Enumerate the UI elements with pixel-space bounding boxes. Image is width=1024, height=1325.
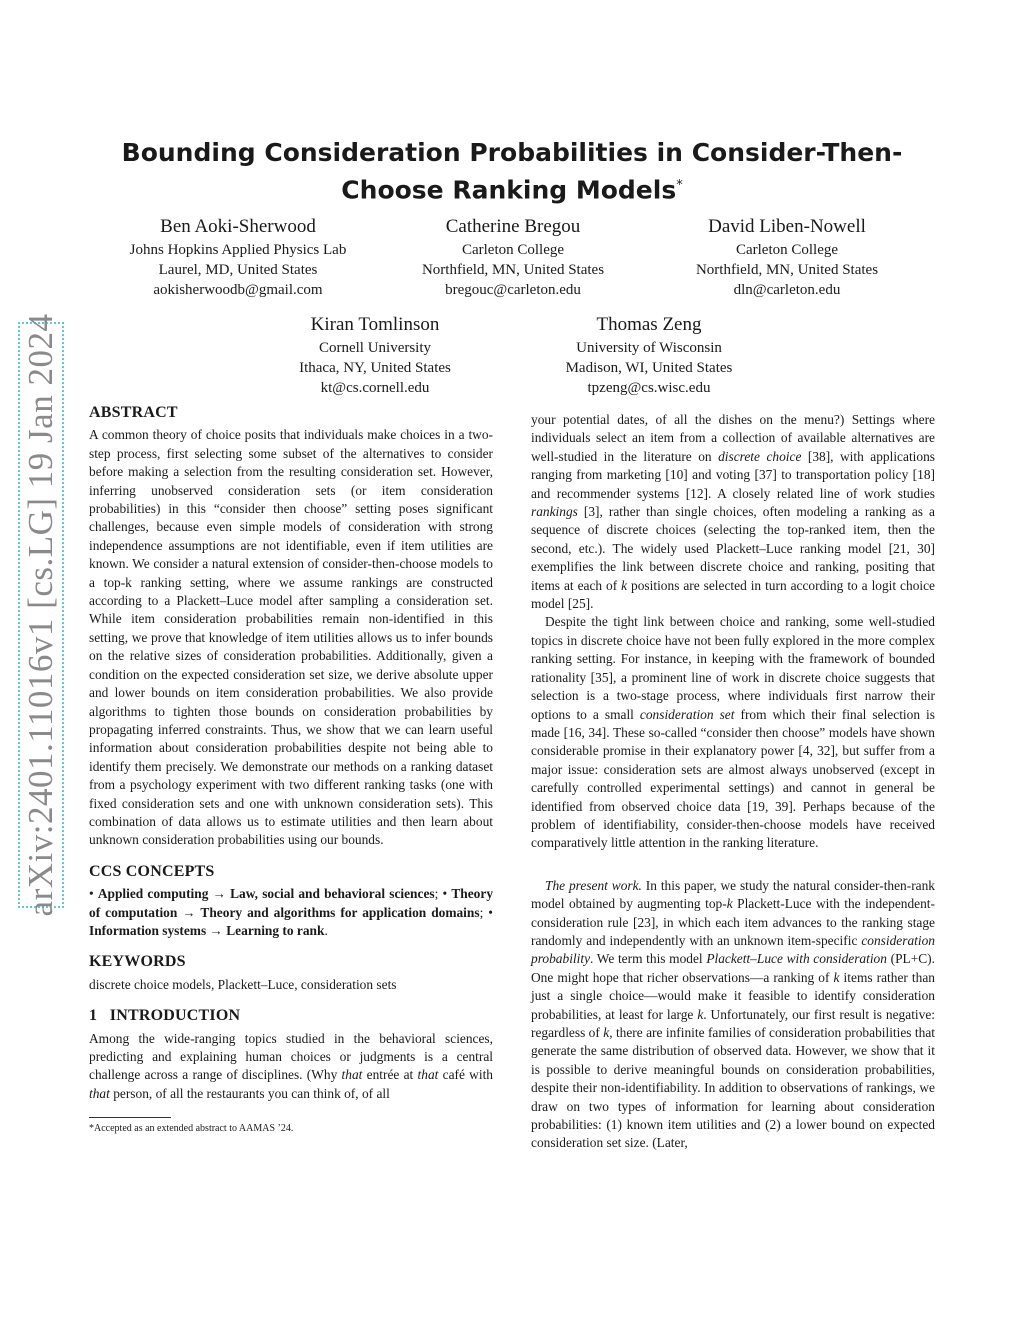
arxiv-identifier: arXiv:2401.11016v1 [cs.LG] 19 Jan 2024: [21, 313, 60, 917]
author-location: Laurel, MD, United States: [158, 262, 318, 278]
title-footnote-mark: *: [676, 178, 683, 193]
author-block: [398, 216, 628, 300]
author-affiliation: Carleton College: [735, 242, 839, 258]
author-block: [672, 216, 902, 300]
author-name: Kiran Tomlinson: [310, 314, 440, 335]
ccs-item: Information systems → Learning to rank: [89, 922, 325, 938]
intro-heading: 1 INTRODUCTION: [89, 1007, 241, 1025]
intro-paragraph: Among the wide-ranging topics studied in the behavioral sciences, predicting and explaining human choices or judgments is a central challenge across a range of disciplines. (Why that entrée at that café with that person, of all the restaurants you can think of, of all: [89, 1030, 493, 1101]
author-name: Thomas Zeng: [596, 314, 702, 335]
author-email[interactable]: dln@carleton.edu: [733, 282, 841, 298]
author-name: Catherine Bregou: [445, 216, 581, 237]
right-column: [531, 411, 935, 1153]
body-paragraph: The present work. In this paper, we study the natural consider-then-rank model obtained by augmenting top-k Plackett-Luce with the independent-consideration rule [23], in which each item advances to the ranking stage randomly and independently with an unknown item-specific consideration probability. We term this model Plackett–Luce with consideration (PL+C). One might hope that richer observations—a ranking of k items rather than just a single choice—would make it feasible to identify consideration probabilities, at least for large k. Unfortunately, our first result is negative: regardless of k, there are infinite families of consideration probabilities that generate the same distribution of observed data. However, we show that it is possible to derive meaningful bounds on consideration probabilities, despite their non-identifiability. In addition to observations of rankings, we draw on two types of information for learning about consideration probabilities: (1) known item utilities and (2) a lower bound on expected consideration set size. (Later,: [531, 877, 936, 1151]
ccs-concepts: • Applied computing → Law, social and behavioral sciences; • Theory of computation → Theory and algorithms for application domains; • Information systems → Learning to rank.: [89, 886, 494, 938]
author-affiliation: Carleton College: [461, 242, 565, 258]
footnote-rule: [89, 1117, 171, 1118]
footnote: *Accepted as an extended abstract to AAMAS ’24.: [89, 1123, 294, 1135]
author-name: Ben Aoki-Sherwood: [160, 216, 316, 237]
author-location: Northfield, MN, United States: [695, 262, 879, 278]
author-location: Madison, WI, United States: [565, 360, 733, 376]
keywords-heading: KEYWORDS: [89, 953, 186, 971]
author-block: [108, 216, 368, 300]
author-location: Ithaca, NY, United States: [299, 360, 451, 376]
keywords-text: discrete choice models, Plackett–Luce, consideration sets: [89, 976, 397, 992]
abstract-heading: ABSTRACT: [89, 404, 178, 421]
author-affiliation: University of Wisconsin: [576, 340, 722, 356]
ccs-item: Theory of computation → Theory and algorithms for application domains: [89, 886, 494, 920]
author-block: [534, 314, 764, 398]
abstract-text: A common theory of choice posits that individuals make choices in a two-step process, first selecting some subset of the alternatives to consider before making a selection from the resulting consideration set. However, inferring unobserved consideration sets (or item consideration probabilities) in this “consider then choose” setting poses significant challenges, because even simple models of consideration with strong independence assumptions are not identifiable, even if item utilities are known. We consider a natural extension of consider-then-choose models to a top-k ranking setting, where we assume rankings are constructed according to a Plackett–Luce model after sampling a consideration set. While item consideration probabilities remain non-identified in this setting, we prove that knowledge of item utilities allows us to infer bounds on the relative sizes of consideration probabilities. Additionally, given a condition on the expected consideration set size, we derive absolute upper and lower bounds on item consideration probabilities. We also provide algorithms to tighten those bounds on consideration probabilities by propagating inferred constraints. Thus, we show that we can learn useful information about consideration probabilities despite not being able to identify them precisely. We demonstrate our methods on a ranking dataset from a psychology experiment with two different ranking tasks (one with fixed consideration sets and one with unknown consideration sets). This combination of data allows us to estimate utilities and then learn about unknown consideration probabilities using our bounds.: [89, 427, 493, 848]
body-paragraph: your potential dates, of all the dishes on the menu?) Settings where individuals select an item from a collection of available alternatives are well-studied in the literature on discrete choice [38], with applications ranging from marketing [10] and voting [37] to transportation policy [18] and recommender systems [12]. A closely related line of work studies rankings [3], rather than single choices, often modeling a ranking as a sequence of discrete choices (selecting the top-ranked item, then the second, etc.). The widely used Plackett–Luce ranking model [21, 30] exemplifies the link between discrete choice and ranking, positing that items at each of k positions are selected in turn according to a logit choice model [25].: [531, 412, 936, 612]
author-email[interactable]: tpzeng@cs.wisc.edu: [587, 380, 711, 396]
author-email[interactable]: aokisherwoodb@gmail.com: [153, 282, 323, 298]
author-email[interactable]: bregouc@carleton.edu: [445, 282, 581, 298]
left-column: [89, 404, 493, 1135]
author-affiliation: Cornell University: [318, 340, 432, 356]
author-location: Northfield, MN, United States: [421, 262, 605, 278]
paper-title: Bounding Consideration Probabilities in Consider-Then-Choose Ranking Models*: [121, 138, 903, 205]
ccs-item: Applied computing → Law, social and behavioral sciences: [97, 886, 435, 902]
author-block: [260, 314, 490, 398]
author-affiliation: Johns Hopkins Applied Physics Lab: [129, 242, 347, 258]
author-name: David Liben-Nowell: [708, 216, 866, 237]
paragraph-lead: The present work.: [545, 877, 642, 893]
author-email[interactable]: kt@cs.cornell.edu: [320, 380, 430, 396]
body-paragraph: Despite the tight link between choice and ranking, some well-studied topics in discrete choice have not been fully explored in the more complex ranking setting. For instance, in keeping with the framework of bounded rationality [35], a prominent line of work in discrete choice suggests that selection is a two-stage process, where individuals first narrow their options to a small consideration set from which their final selection is made [16, 34]. These so-called “consider then choose” models have shown considerable promise in their explanatory power [4, 32], but suffer from a major issue: consideration sets are almost always unobserved (except in carefully controlled experimental settings) and cannot in general be identified from observed choice data [19, 39]. Perhaps because of the problem of identifiability, consider-then-choose models have received comparatively little attention in the ranking literature.: [531, 614, 935, 851]
ccs-heading: CCS CONCEPTS: [89, 862, 215, 880]
arxiv-stamp[interactable]: [18, 313, 64, 917]
